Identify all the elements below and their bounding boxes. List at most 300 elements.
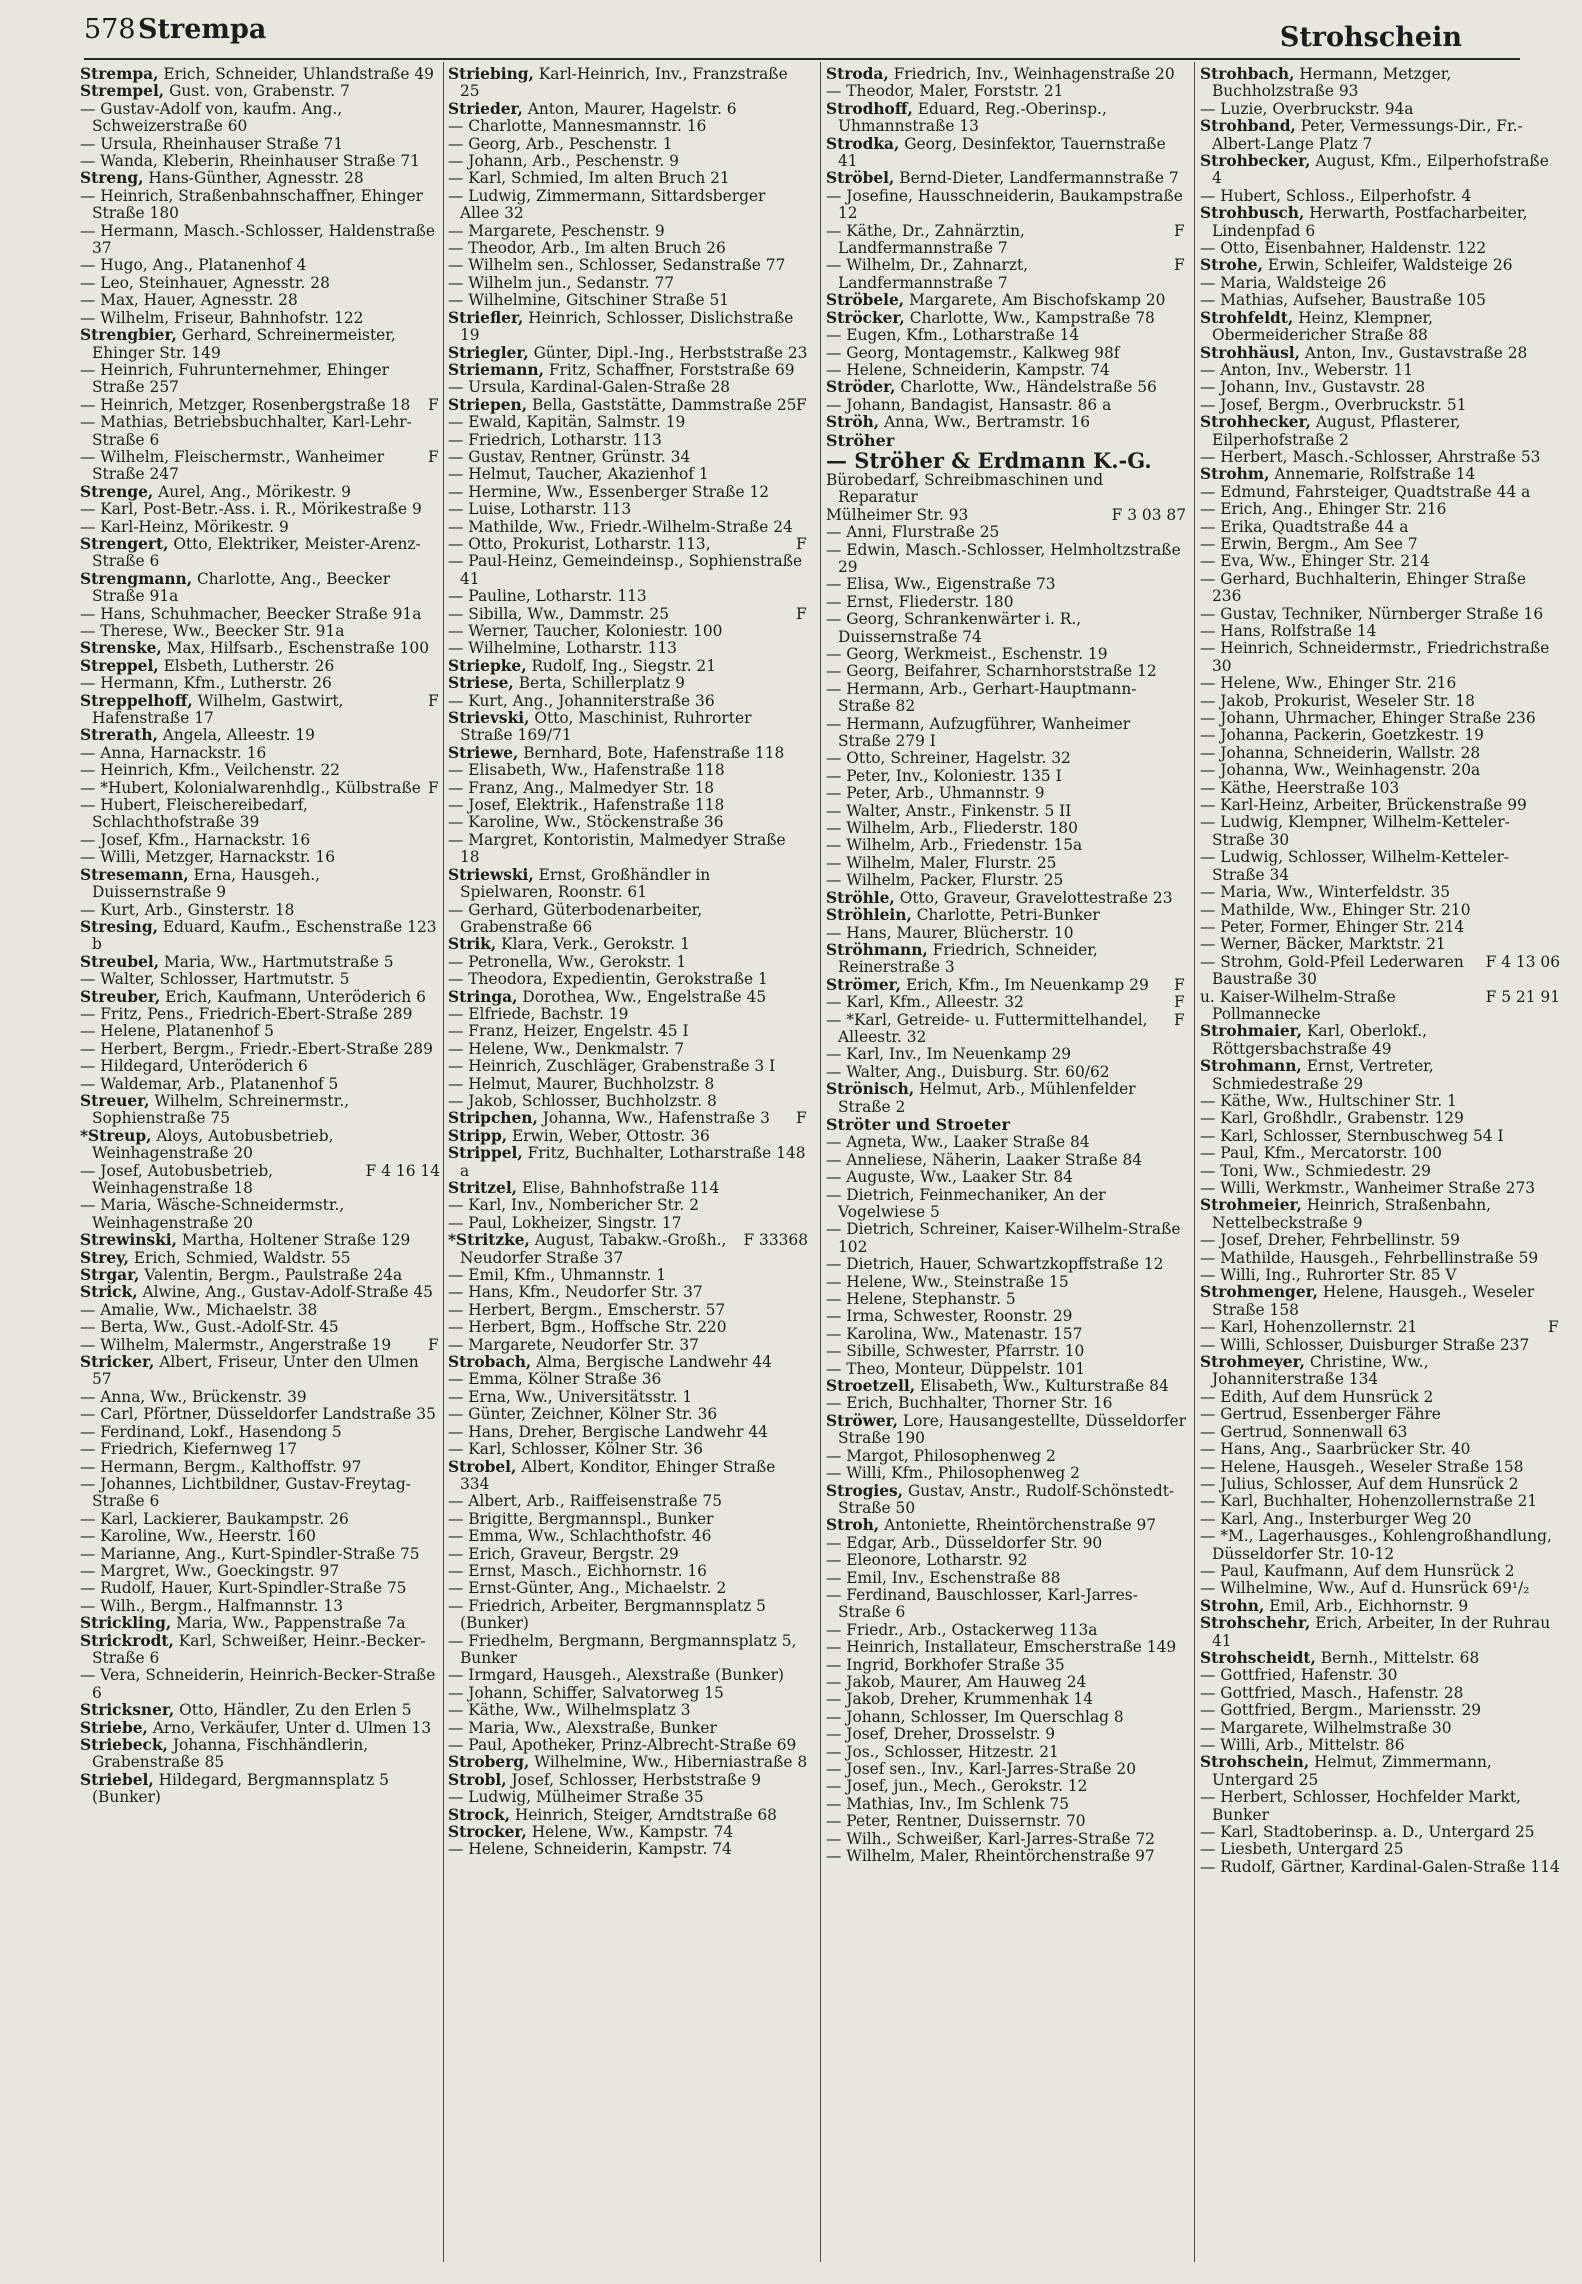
directory-entry xyxy=(1200,1615,1560,1650)
entry-details: — Gertrud, Sonnenwall 63 xyxy=(1200,1422,1408,1441)
directory-entry xyxy=(826,1657,1186,1674)
directory-entry xyxy=(1200,1650,1560,1667)
entry-details: — Luzie, Overbruckstr. 94a xyxy=(1200,99,1414,118)
entry-details: — Hans, Dreher, Bergische Landwehr 44 xyxy=(448,1422,768,1441)
directory-entry xyxy=(448,640,808,657)
entry-details: Helene, Ww., Kampstr. 74 xyxy=(531,1823,734,1842)
entry-details: — Theodor, Arb., Im alten Bruch 26 xyxy=(448,239,726,258)
entry-details: — Ludwig, Mülheimer Straße 35 xyxy=(448,1788,704,1807)
entry-details: Erna, Hausgeh., Duissernstraße 9 xyxy=(92,865,321,902)
entry-details: — Elfriede, Bachstr. 19 xyxy=(448,1004,629,1023)
entry-surname: Strohband, xyxy=(1200,117,1296,136)
entry-details: — Julius, Schlosser, Auf dem Hunsrück 2 xyxy=(1200,1474,1519,1493)
entry-details: Erich, Schmied, Waldstr. 55 xyxy=(133,1248,351,1267)
entry-details: — Erich, Graveur, Bergstr. 29 xyxy=(448,1544,679,1563)
entry-surname: Strohe, xyxy=(1200,256,1263,275)
directory-entry xyxy=(80,397,440,414)
entry-surname: Strohscheidt, xyxy=(1200,1648,1316,1667)
directory-entry xyxy=(1200,1023,1560,1058)
entry-details: — Herbert, Masch.-Schlosser, Ahrstraße 53 xyxy=(1200,447,1541,466)
entry-details: Bernh., Mittelstr. 68 xyxy=(1320,1648,1480,1667)
entry-surname: Strengert, xyxy=(80,534,169,553)
entry-surname: Strewinski, xyxy=(80,1231,177,1250)
entry-details: Bernhard, Bote, Hafenstraße 118 xyxy=(523,743,785,762)
entry-details: — Franz, Ang., Malmedyer Str. 18 xyxy=(448,778,715,797)
directory-entry xyxy=(1200,1197,1560,1232)
directory-entry xyxy=(1200,1354,1560,1389)
entry-details: Herwarth, Postfacharbeiter, Lindenpfad 6 xyxy=(1212,204,1528,240)
entry-details: — Eugen, Kfm., Lotharstraße 14 xyxy=(826,326,1080,345)
entry-surname: Stripp, xyxy=(448,1126,508,1145)
entry-surname: Strohn, xyxy=(1200,1596,1265,1615)
directory-entry xyxy=(826,524,1186,541)
entry-details: Georg, Desinfektor, Tauernstraße 41 xyxy=(838,134,1166,171)
entry-surname: Striebe, xyxy=(80,1718,148,1737)
entry-surname: Stroh, xyxy=(826,1516,880,1535)
directory-entry xyxy=(1200,205,1560,240)
directory-entry xyxy=(448,1424,808,1441)
entry-surname: Strobl, xyxy=(448,1770,507,1789)
entry-surname: Strohschehr, xyxy=(1200,1614,1311,1633)
entry-phone: F xyxy=(1174,221,1185,240)
directory-entry xyxy=(80,257,440,274)
entry-details: Wilhelm, Gastwirt, Hafenstraße 17 xyxy=(92,691,344,728)
directory-entry xyxy=(1200,397,1560,414)
directory-entry xyxy=(80,1041,440,1058)
entry-details: — Wilhelm, Arb., Friedenstr. 15a xyxy=(826,836,1083,855)
directory-entry xyxy=(1200,1058,1560,1093)
entry-details: — Leo, Steinhauer, Agnesstr. 28 xyxy=(80,273,330,292)
entry-details: — Helene, Ww., Denkmalstr. 7 xyxy=(448,1039,685,1058)
entry-phone: F 3 03 87 xyxy=(1111,505,1186,524)
directory-entry xyxy=(1200,884,1560,901)
entry-phone: F 5 21 91 xyxy=(1485,987,1560,1006)
entry-details: — Friedhelm, Bergmann, Bergmannsplatz 5, Bunker xyxy=(448,1631,797,1667)
directory-entry xyxy=(448,1406,808,1423)
entry-surname: Strohhecker, xyxy=(1200,413,1311,432)
directory-entry xyxy=(448,954,808,971)
entry-surname: Strogies, xyxy=(826,1481,904,1500)
entry-details: — Vera, Schneiderin, Heinrich-Becker-Straße 6 xyxy=(80,1666,436,1702)
entry-details: — Franz, Heizer, Engelstr. 45 I xyxy=(448,1022,689,1041)
entry-details: — Wilh., Bergm., Halfmannstr. 13 xyxy=(80,1596,344,1615)
entry-details: — Jakob, Schlosser, Buchholzstr. 8 xyxy=(448,1091,717,1110)
entry-details: Otto, Elektriker, Meister-Arenz-Straße 6 xyxy=(92,534,421,571)
directory-entry xyxy=(448,379,808,396)
directory-entry xyxy=(826,803,1186,820)
directory-entry xyxy=(448,1389,808,1406)
entry-details: Alwine, Ang., Gustav-Adolf-Straße 45 xyxy=(142,1283,433,1302)
directory-entry xyxy=(826,646,1186,663)
directory-entry xyxy=(1200,1598,1560,1615)
entry-surname: Strey, xyxy=(80,1248,129,1267)
entry-details: — Günter, Zeichner, Kölner Str. 36 xyxy=(448,1405,718,1424)
directory-entry xyxy=(448,1180,808,1197)
entry-surname: Strock, xyxy=(448,1805,510,1824)
entry-details: — Hermann, Masch.-Schlosser, Haldenstraße 37 xyxy=(80,221,436,258)
directory-entry xyxy=(448,606,808,623)
entry-details: Albert, Friseur, Unter den Ulmen 57 xyxy=(92,1353,419,1389)
directory-entry xyxy=(80,745,440,762)
directory-entry xyxy=(448,1807,808,1824)
entry-details: — Carl, Pförtner, Düsseldorfer Landstraße 35 xyxy=(80,1405,436,1424)
directory-entry xyxy=(1200,1389,1560,1406)
entry-details: Aurel, Ang., Mörikestr. 9 xyxy=(158,482,351,501)
entry-details: — Ludwig, Zimmermann, Sittardsberger Allee 32 xyxy=(448,186,766,223)
directory-entry xyxy=(826,188,1186,223)
directory-entry xyxy=(448,1319,808,1336)
entry-details: — Ewald, Kapitän, Salmstr. 19 xyxy=(448,413,686,432)
entry-details: — Willi, Werkmstr., Wanheimer Straße 273 xyxy=(1200,1179,1536,1197)
directory-entry xyxy=(80,902,440,919)
directory-entry xyxy=(1200,1406,1560,1423)
directory-entry xyxy=(1200,1528,1560,1563)
directory-entry xyxy=(1200,1493,1560,1510)
entry-details: — Käthe, Heerstraße 103 xyxy=(1200,778,1400,797)
entry-surname: Streng, xyxy=(80,169,144,188)
directory-entry xyxy=(448,1354,808,1371)
entry-details: — Margarete, Peschenstr. 9 xyxy=(448,221,665,240)
entry-details: — Karl, Inv., Nombericher Str. 2 xyxy=(448,1196,699,1215)
entry-details: — Mathias, Betriebsbuchhalter, Karl-Lehr-Straße 6 xyxy=(80,413,412,449)
entry-details: — Herbert, Bgm., Hoffsche Str. 220 xyxy=(448,1318,727,1337)
directory-entry xyxy=(448,1546,808,1563)
directory-entry xyxy=(826,1274,1186,1291)
entry-details: — Brigitte, Bergmannspl., Bunker xyxy=(448,1509,714,1528)
entry-details: — Jakob, Dreher, Krummenhak 14 xyxy=(826,1690,1093,1709)
entry-details: — Karl, Lackierer, Baukampstr. 26 xyxy=(80,1509,349,1528)
directory-entry xyxy=(448,693,808,710)
entry-details: — Helene, Schneiderin, Kampstr. 74 xyxy=(826,360,1110,379)
directory-entry xyxy=(80,1476,440,1511)
entry-details: Erwin, Schleifer, Waldsteige 26 xyxy=(1267,256,1513,275)
directory-entry xyxy=(826,507,1186,524)
entry-details: — Peter, Arb., Uhmannstr. 9 xyxy=(826,784,1045,803)
entry-details: — Paul, Lokheizer, Singstr. 17 xyxy=(448,1213,682,1232)
directory-entry xyxy=(826,1256,1186,1273)
entry-details: — Wilhelm, Packer, Flurstr. 25 xyxy=(826,871,1064,890)
directory-entry xyxy=(448,1633,808,1668)
entry-details: — Wilhelm, Maler, Flurstr. 25 xyxy=(826,853,1057,872)
directory-entry xyxy=(80,1197,440,1232)
directory-entry xyxy=(448,1754,808,1771)
directory-entry xyxy=(80,1389,440,1406)
entry-details: — Wilh., Schweißer, Karl-Jarres-Straße 72 xyxy=(826,1829,1155,1848)
directory-entry xyxy=(448,432,808,449)
entry-phone: F xyxy=(1174,993,1185,1012)
directory-entry xyxy=(1200,710,1560,727)
directory-entry xyxy=(826,872,1186,889)
entry-details: u. Kaiser-Wilhelm-Straße Pollmannecke xyxy=(1200,987,1396,1023)
directory-entry xyxy=(826,1639,1186,1656)
entry-details: — Helene, Hausgeh., Weseler Straße 158 xyxy=(1200,1457,1524,1476)
directory-entry xyxy=(448,1023,808,1040)
entry-surname: Strohmaier, xyxy=(1200,1022,1303,1041)
entry-details: — Heinrich, Zuschläger, Grabenstraße 3 I xyxy=(448,1057,776,1076)
entry-details: — Hans, Kfm., Neudorfer Str. 37 xyxy=(448,1283,703,1302)
entry-details: — Wilhelmine, Lotharstr. 113 xyxy=(448,639,677,658)
entry-phone: F xyxy=(1174,1010,1185,1029)
entry-details: — Anna, Ww., Brückenstr. 39 xyxy=(80,1387,307,1406)
entry-details: — Otto, Eisenbahner, Haldenstr. 122 xyxy=(1200,239,1487,258)
entry-details: — Toni, Ww., Schmiedestr. 29 xyxy=(1200,1161,1431,1180)
entry-details: Friedrich, Inv., Weinhagenstraße 20 xyxy=(893,66,1175,83)
directory-entry xyxy=(1200,989,1560,1024)
entry-surname: Streppelhoff, xyxy=(80,691,193,710)
directory-entry xyxy=(80,1337,440,1354)
directory-entry xyxy=(448,501,808,518)
directory-entry xyxy=(826,837,1186,854)
entry-details: — Irmgard, Hausgeh., Alexstraße (Bunker) xyxy=(448,1666,784,1685)
entry-surname: Ströter und Stroeter xyxy=(826,1114,1010,1134)
directory-entry xyxy=(80,658,440,675)
entry-surname: Striewe, xyxy=(448,743,519,762)
directory-entry xyxy=(80,1424,440,1441)
directory-entry xyxy=(448,1110,808,1127)
directory-entry xyxy=(1200,1267,1560,1284)
entry-details: — Johannes, Lichtbildner, Gustav-Freytag-Straße 6 xyxy=(80,1474,411,1511)
directory-entry xyxy=(80,275,440,292)
entry-phone: F xyxy=(1174,256,1185,275)
entry-details: — Johann, Bandagist, Hansastr. 86 a xyxy=(826,395,1112,414)
entry-surname: Striebel, xyxy=(80,1770,154,1789)
entry-details: — Willi, Ing., Ruhrorter Str. 85 V xyxy=(1200,1266,1457,1285)
entry-details: — Hildegard, Unteröderich 6 xyxy=(80,1057,308,1076)
entry-details: — Hans, Maurer, Blücherstr. 10 xyxy=(826,923,1074,942)
entry-phone: F xyxy=(428,447,439,466)
directory-entry xyxy=(448,867,808,902)
entry-details: — Karoline, Ww., Stöckenstraße 36 xyxy=(448,813,724,832)
entry-surname: Strömer, xyxy=(826,975,902,994)
entry-details: — Gustav, Techniker, Nürnberger Straße 16 xyxy=(1200,604,1544,623)
directory-entry xyxy=(1200,519,1560,536)
entry-details: Martha, Holtener Straße 129 xyxy=(181,1231,411,1250)
entry-surname: Strieder, xyxy=(448,99,523,118)
directory-entry xyxy=(1200,153,1560,188)
directory-entry xyxy=(1200,362,1560,379)
directory-entry xyxy=(80,1772,440,1807)
entry-details: — Ludwig, Klempner, Wilhelm-Ketteler-Straße 30 xyxy=(1200,813,1510,849)
directory-entry xyxy=(826,414,1186,431)
entry-surname: Strgar, xyxy=(80,1266,140,1285)
entry-details: Alma, Bergische Landwehr 44 xyxy=(536,1353,772,1372)
directory-entry xyxy=(1200,536,1560,553)
directory-entry xyxy=(1200,902,1560,919)
directory-entry xyxy=(448,1737,808,1754)
entry-phone: F 4 16 14 xyxy=(365,1161,440,1180)
directory-entry xyxy=(826,1187,1186,1222)
directory-entry xyxy=(1200,1859,1560,1876)
entry-details: — Margot, Philosophenweg 2 xyxy=(826,1446,1056,1465)
entry-details: Günter, Dipl.-Ing., Herbststraße 23 xyxy=(533,343,808,362)
entry-phone: F 4 13 06 xyxy=(1485,952,1560,971)
directory-entry xyxy=(1200,745,1560,762)
entry-details: — Mathias, Inv., Im Schlenk 75 xyxy=(826,1794,1070,1813)
directory-entry xyxy=(1200,954,1560,989)
directory-entry xyxy=(80,414,440,449)
entry-details: — Friedrich, Arbeiter, Bergmannsplatz 5 (Bunker) xyxy=(448,1596,766,1633)
entry-details: — Peter, Inv., Koloniestr. 135 I xyxy=(826,766,1062,785)
entry-details: Friedrich, Schneider, Reinerstraße 3 xyxy=(838,940,1098,977)
entry-details: — Mathilde, Ww., Ehinger Str. 210 xyxy=(1200,900,1471,919)
entry-details: — Elisa, Ww., Eigenstraße 73 xyxy=(826,575,1056,594)
directory-entry xyxy=(826,136,1186,171)
directory-entry xyxy=(826,820,1186,837)
entry-surname: Strengbier, xyxy=(80,326,177,345)
directory-entry xyxy=(1200,310,1560,345)
directory-entry xyxy=(1200,1145,1560,1162)
directory-entry xyxy=(448,362,808,379)
directory-entry xyxy=(448,118,808,135)
entry-surname: *Stritzke, xyxy=(448,1231,530,1250)
entry-details: Erich, Arbeiter, In der Ruhrau 41 xyxy=(1212,1614,1551,1650)
directory-entry xyxy=(448,1772,808,1789)
entry-surname: Streuber, xyxy=(80,987,161,1006)
directory-entry xyxy=(826,1378,1186,1395)
directory-entry xyxy=(1200,240,1560,257)
directory-entry xyxy=(448,275,808,292)
entry-details: Gust. von, Grabenstr. 7 xyxy=(169,82,350,101)
entry-surname: Stroetzell, xyxy=(826,1377,916,1396)
directory-entry xyxy=(826,327,1186,344)
entry-phone: F xyxy=(796,1109,807,1128)
entry-surname: Striegler, xyxy=(448,343,529,362)
entry-details: — Erwin, Bergm., Am See 7 xyxy=(1200,534,1418,553)
entry-details: — Mathilde, Hausgeh., Fehrbellinstraße 59 xyxy=(1200,1248,1539,1267)
entry-surname: Ströher xyxy=(826,430,895,450)
entry-details: — Kurt, Arb., Ginsterstr. 18 xyxy=(80,900,295,919)
entry-surname: Strohm, xyxy=(1200,465,1270,484)
directory-entry xyxy=(826,942,1186,977)
entry-details: — Ernst, Masch., Eichhornstr. 16 xyxy=(448,1561,707,1580)
directory-entry xyxy=(1200,501,1560,518)
directory-entry xyxy=(1200,257,1560,274)
entry-details: — Charlotte, Mannesmannstr. 16 xyxy=(448,117,707,136)
entry-details: — Heinrich, Fuhrunternehmer, Ehinger Straße 257 xyxy=(80,360,389,397)
entry-surname: Strohbusch, xyxy=(1200,204,1305,223)
entry-details: Helmut, Arb., Mühlenfelder Straße 2 xyxy=(838,1080,1136,1116)
entry-details: — Georg, Schrankenwärter i. R., Duissernstraße 74 xyxy=(826,610,1082,646)
entry-details: — Edmund, Fahrsteiger, Quadtstraße 44 a xyxy=(1200,482,1531,501)
directory-entry xyxy=(826,1081,1186,1116)
entry-surname: Stripchen, xyxy=(448,1109,538,1128)
directory-entry xyxy=(1200,1720,1560,1737)
directory-entry xyxy=(826,257,1186,292)
directory-entry xyxy=(1200,553,1560,570)
entry-phone: F xyxy=(1548,1318,1559,1337)
directory-entry xyxy=(1200,379,1560,396)
directory-entry xyxy=(80,1720,440,1737)
entry-details: — Jos., Schlosser, Hitzestr. 21 xyxy=(826,1742,1059,1761)
entry-details: — Friedr., Arb., Ostackerweg 113a xyxy=(826,1620,1098,1639)
entry-details: — Ursula, Rheinhauser Straße 71 xyxy=(80,134,344,153)
entry-details: Arno, Verkäufer, Unter d. Ulmen 13 xyxy=(152,1718,432,1737)
entry-details: — Karl-Heinz, Mörikestr. 9 xyxy=(80,517,289,536)
directory-entry xyxy=(80,780,440,797)
entry-details: — Walter, Schlosser, Hartmutstr. 5 xyxy=(80,970,350,989)
column-divider xyxy=(1194,62,1195,2262)
entry-details: — Kurt, Ang., Johanniterstraße 36 xyxy=(448,691,715,710)
entry-surname: Striebing, xyxy=(448,66,534,83)
entry-details: — Herbert, Bergm., Emscherstr. 57 xyxy=(448,1300,726,1319)
entry-details: — Käthe, Ww., Wilhelmsplatz 3 xyxy=(448,1701,691,1720)
directory-entry xyxy=(1200,1580,1560,1597)
entry-details: — Mathias, Aufseher, Baustraße 105 xyxy=(1200,291,1486,310)
directory-entry xyxy=(448,1841,808,1858)
entry-details: — Gottfried, Masch., Hafenstr. 28 xyxy=(1200,1683,1464,1702)
directory-entry xyxy=(1200,1841,1560,1858)
directory-entry xyxy=(448,1824,808,1841)
entry-surname: Strohmenger, xyxy=(1200,1283,1318,1302)
entry-surname: Ströhle, xyxy=(826,888,895,907)
directory-entry xyxy=(1200,1284,1560,1319)
entry-details: — Wilhelm sen., Schlosser, Sedanstraße 77 xyxy=(448,256,786,275)
directory-entry xyxy=(448,710,808,745)
directory-entry xyxy=(1200,1476,1560,1493)
entry-details: Aloys, Autobusbetrieb, Weinhagenstraße 20 xyxy=(92,1126,334,1163)
directory-entry xyxy=(448,1511,808,1528)
entry-surname: Streppel, xyxy=(80,656,159,675)
directory-entry xyxy=(1200,693,1560,710)
entry-details: — Gustav-Adolf von, kaufm. Ang., Schweizerstraße 60 xyxy=(80,99,343,136)
entry-surname: Strengmann, xyxy=(80,569,193,588)
entry-surname: Stricksner, xyxy=(80,1701,175,1720)
directory-column-1 xyxy=(80,66,440,2262)
entry-details: — Wilhelm, Dr., Zahnarzt, Landfermannstraße 7 xyxy=(826,256,1029,292)
entry-details: — Karl, Ang., Insterburger Weg 20 xyxy=(1200,1509,1472,1528)
entry-details: Rudolf, Ing., Siegstr. 21 xyxy=(531,656,716,675)
directory-entry xyxy=(448,745,808,762)
entry-surname: Strenge, xyxy=(80,482,154,501)
directory-entry xyxy=(448,536,808,553)
directory-entry xyxy=(448,1006,808,1023)
entry-details: — Wilhelm, Malermstr., Angerstraße 19 xyxy=(80,1335,392,1354)
entry-details: — Paul-Heinz, Gemeindeinsp., Sophienstraße 41 xyxy=(448,552,803,588)
entry-details: — Josef, Dreher, Fehrbellinstr. 59 xyxy=(1200,1231,1460,1250)
directory-entry xyxy=(826,101,1186,136)
entry-details: Eduard, Reg.-Oberinsp., Uhmannstraße 13 xyxy=(838,99,1107,136)
entry-details: — Albert, Arb., Raiffeisenstraße 75 xyxy=(448,1492,723,1511)
directory-entry xyxy=(826,890,1186,907)
directory-entry xyxy=(80,153,440,170)
entry-surname: Strocker, xyxy=(448,1823,527,1842)
entry-surname: Stresing, xyxy=(80,917,158,936)
directory-entry xyxy=(80,971,440,988)
directory-entry xyxy=(80,727,440,744)
entry-details: Ernst, Vertreter, Schmiedestraße 29 xyxy=(1212,1057,1434,1093)
entry-details: — Willi, Kfm., Philosophenweg 2 xyxy=(826,1464,1080,1483)
directory-entry xyxy=(448,553,808,588)
directory-entry xyxy=(80,1459,440,1476)
directory-entry xyxy=(826,576,1186,593)
directory-entry xyxy=(448,466,808,483)
directory-entry xyxy=(448,1093,808,1110)
entry-details: — Margarete, Neudorfer Str. 37 xyxy=(448,1335,699,1354)
directory-entry xyxy=(826,785,1186,802)
entry-details: — Herbert, Schlosser, Hochfelder Markt, Bunker xyxy=(1200,1788,1521,1824)
directory-entry xyxy=(80,362,440,397)
directory-entry xyxy=(1200,101,1560,118)
directory-entry xyxy=(80,1528,440,1545)
entry-details: — Theo, Monteur, Düppelstr. 101 xyxy=(826,1359,1086,1378)
directory-entry xyxy=(80,1441,440,1458)
entry-details: Heinrich, Schlosser, Dislichstraße 19 xyxy=(460,308,794,345)
entry-details: — Anna, Harnackstr. 16 xyxy=(80,743,267,762)
entry-details: Charlotte, Petri-Bunker xyxy=(916,906,1100,925)
entry-details: — Berta, Ww., Gust.-Adolf-Str. 45 xyxy=(80,1318,339,1337)
directory-entry xyxy=(826,1483,1186,1518)
entry-details: — Eva, Ww., Ehinger Str. 214 xyxy=(1200,552,1430,571)
